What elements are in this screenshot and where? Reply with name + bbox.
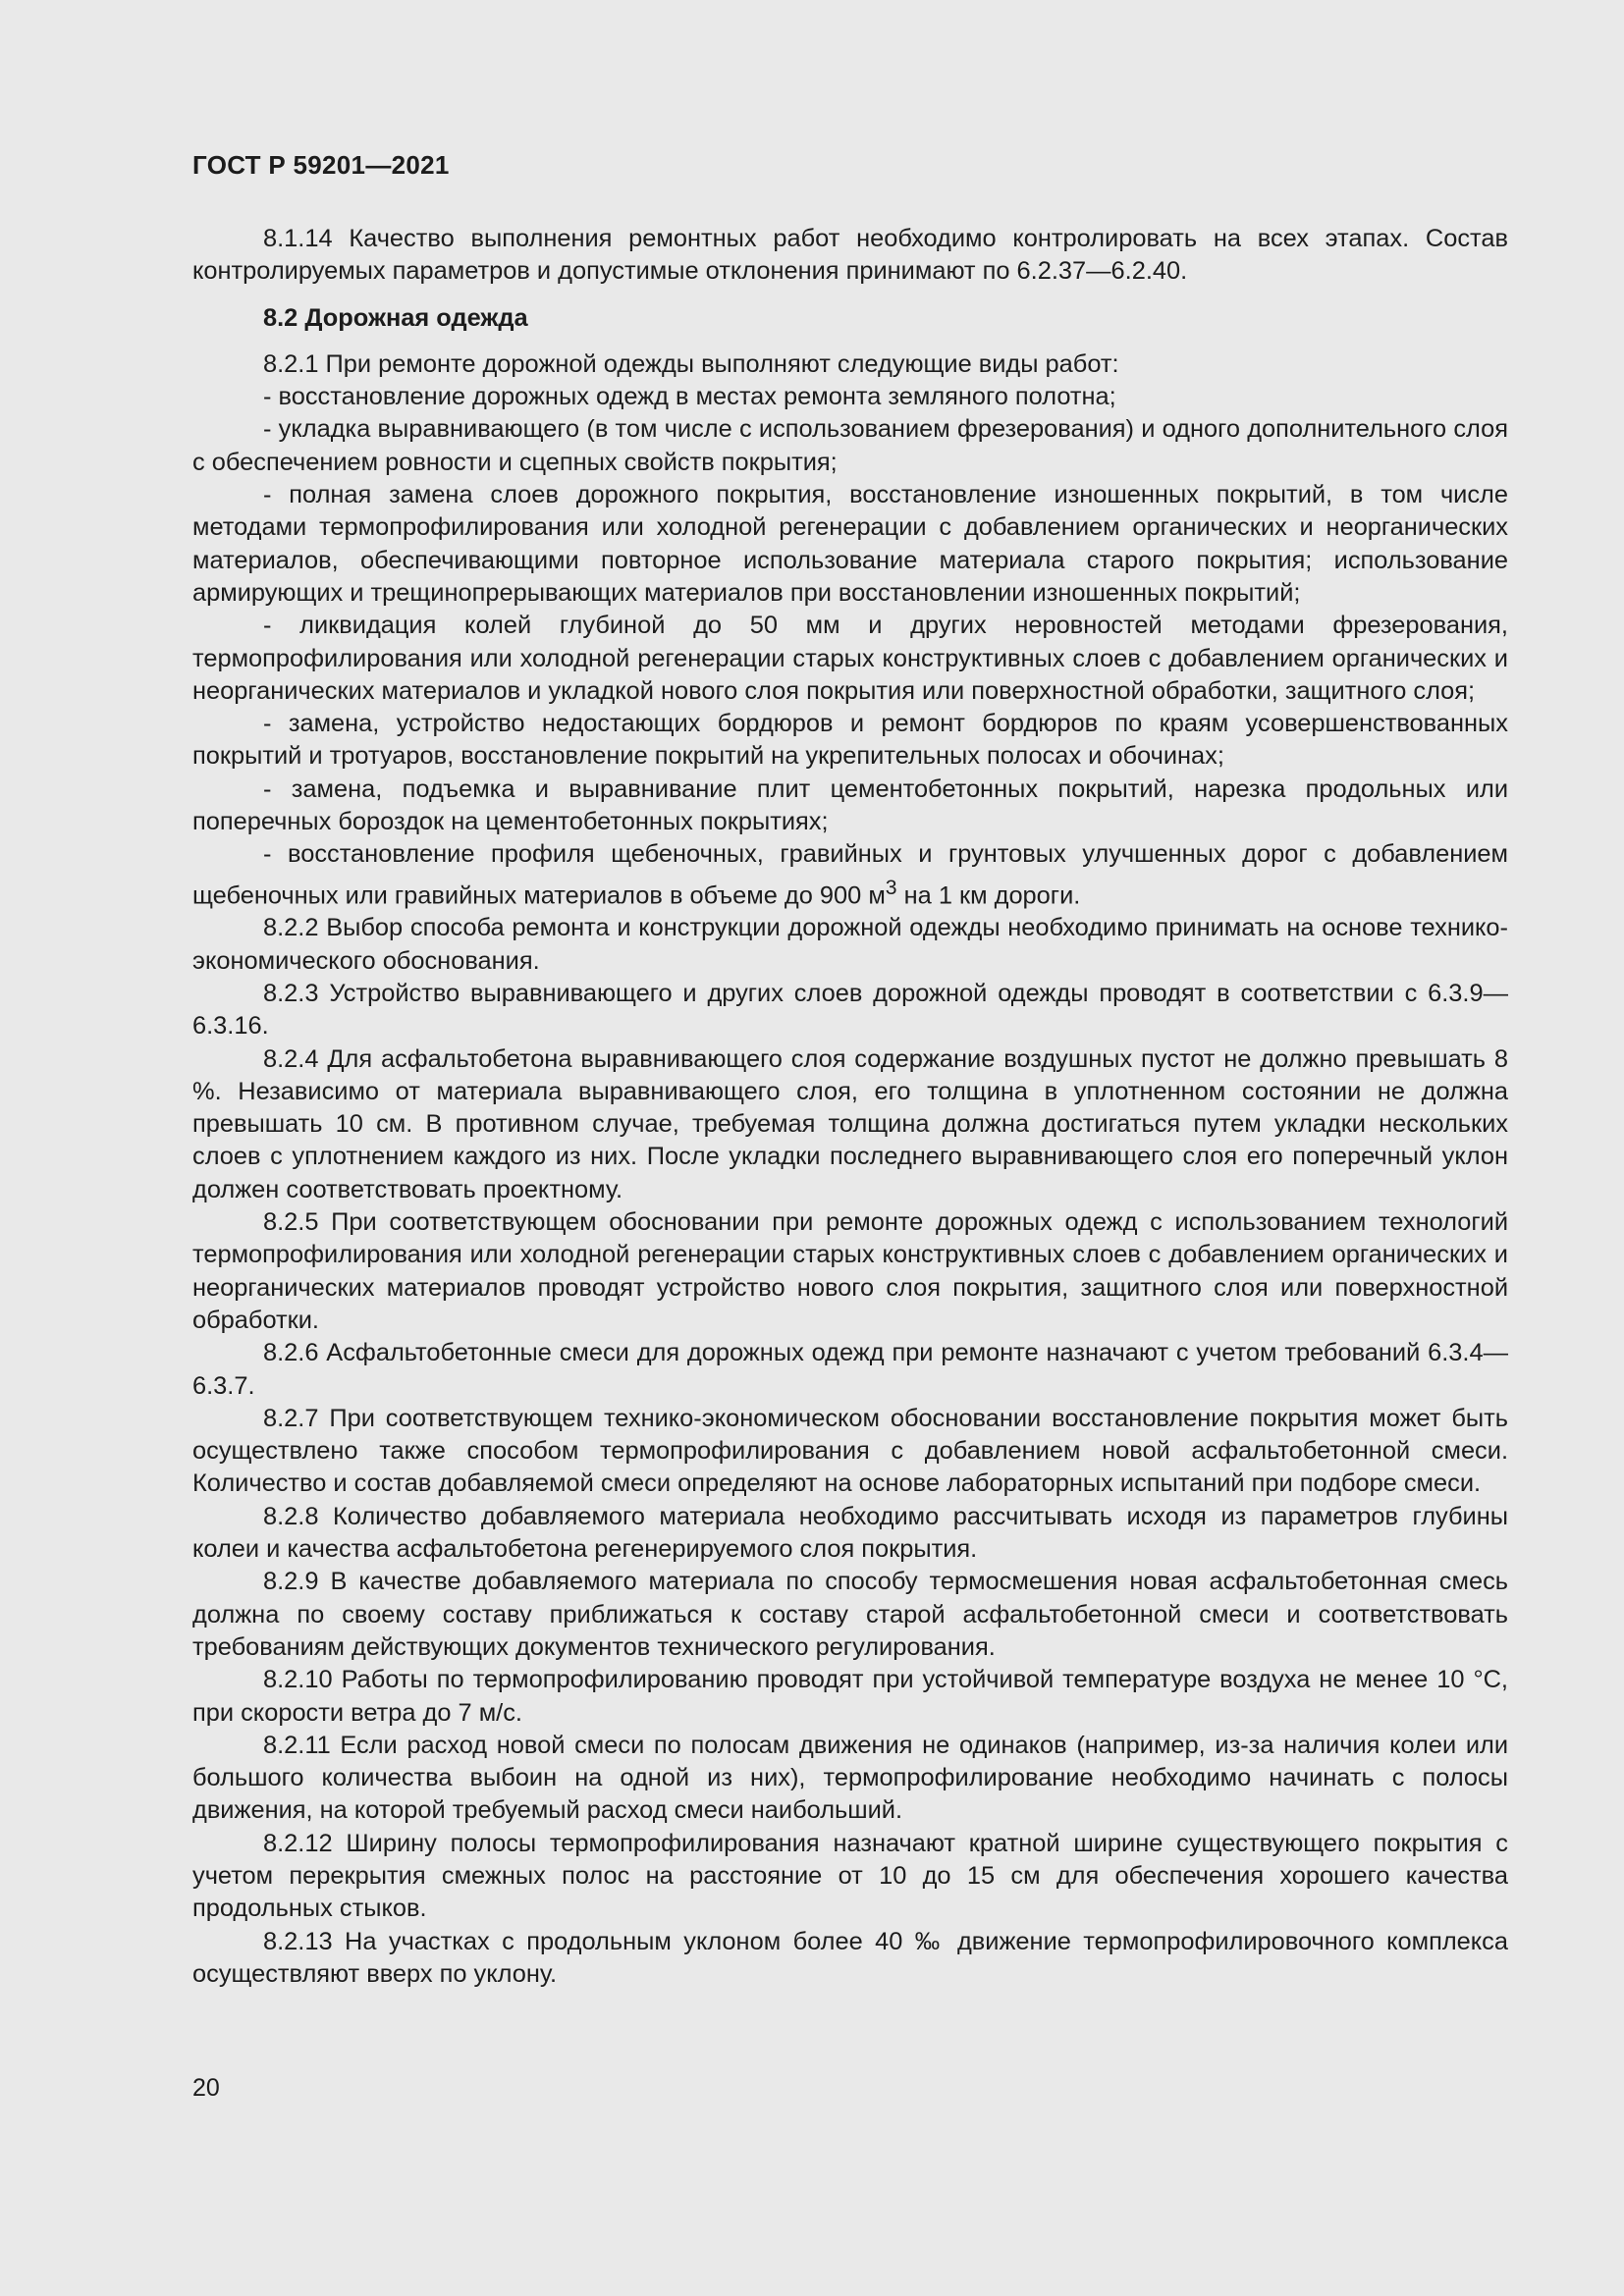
list-item-work-3: - полная замена слоев дорожного покрытия, восстановление изношенных покрытий, в том числе методами термопрофилирования или холодной регенерации с добавлением органических и неорганических материалов, обеспечивающими повторное использование материала старого покрытия; использование армирующих и трещинопрерывающих материалов при восстановлении изношенных покрытий; xyxy=(192,481,1508,607)
list-item-work-6: - замена, подъемка и выравнивание плит цементобетонных покрытий, нарезка продольных или поперечных бороздок на цементобетонных покрытиях; xyxy=(192,774,1508,836)
paragraph-8-2-2: 8.2.2 Выбор способа ремонта и конструкции дорожной одежды необходимо принимать на основе технико-экономического обоснования. xyxy=(192,914,1508,975)
paragraph-8-2-4: 8.2.4 Для асфальтобетона выравнивающего слоя содержание воздушных пустот не должно превышать 8 %. Независимо от материала выравнивающего слоя, его толщина в уплотненном состоянии не должна превышать 10 см. В противном случае, требуемая толщина должна достигаться путем укладки нескольких слоев с уплотнением каждого из них. После укладки последнего выравнивающего слоя его поперечный уклон должен соответствовать проектному. xyxy=(192,1044,1508,1203)
list-item-work-4: - ликвидация колей глубиной до 50 мм и других неровностей методами фрезерования, термопрофилирования или холодной регенерации старых конструктивных слоев с добавлением органических и неорганических материалов и укладкой нового слоя покрытия или поверхностной обработки, защитного слоя; xyxy=(192,612,1508,705)
list-item-work-5: - замена, устройство недостающих бордюров и ремонт бордюров по краям усовершенствованных покрытий и тротуаров, восстановление покрытий на укрепительных полосах и обочинах; xyxy=(192,710,1508,771)
paragraph-8-2-12: 8.2.12 Ширину полосы термопрофилирования назначают кратной ширине существующего покрытия с учетом перекрытия смежных полос на расстояние от 10 до 15 см для обеспечения хорошего качества продольных стыков. xyxy=(192,1829,1508,1923)
paragraph-8-2-8: 8.2.8 Количество добавляемого материала необходимо рассчитывать исходя из параметров глубины колеи и качества асфальтобетона регенерируемого слоя покрытия. xyxy=(192,1502,1508,1564)
cubic-superscript: 3 xyxy=(885,876,897,899)
paragraph-8-1-14: 8.1.14 Качество выполнения ремонтных работ необходимо контролировать на всех этапах. Состав контролируемых параметров и допустимые отклонения принимают по 6.2.37—6.2.40. xyxy=(192,225,1508,286)
list-item-work-7 xyxy=(192,838,1508,912)
paragraph-8-2-7: 8.2.7 При соответствующем технико-экономическом обосновании восстановление покрытия может быть осуществлено также способом термопрофилирования с добавлением новой асфальтобетонной смеси. Количество и состав добавляемой смеси определяют на основе лабораторных испытаний при подборе смеси. xyxy=(192,1404,1508,1498)
paragraph-8-2-9: 8.2.9 В качестве добавляемого материала по способу термосмешения новая асфальтобетонная смесь должна по своему составу приближаться к составу старой асфальтобетонной смеси и соответствовать требованиям действующих документов технического регулирования. xyxy=(192,1568,1508,1661)
list-item-work-7-text: - восстановление профиля щебеночных, гравийных и грунтовых улучшенных дорог с добавлением щебеночных или гравийных материалов в объеме до 900 м xyxy=(192,840,1508,910)
paragraph-8-2-5: 8.2.5 При соответствующем обосновании при ремонте дорожных одежд с использованием технологий термопрофилирования или холодной регенерации старых конструктивных слоев с добавлением органических и неорганических материалов проводят устройство нового слоя покрытия, защитного слоя или поверхностной обработки. xyxy=(192,1208,1508,1334)
document-body xyxy=(192,223,1508,1991)
paragraph-8-2-1: 8.2.1 При ремонте дорожной одежды выполняют следующие виды работ: xyxy=(263,349,1119,378)
paragraph-8-2-11: 8.2.11 Если расход новой смеси по полосам движения не одинаков (например, из-за наличия колеи или большого количества выбоин на одной из них), термопрофилирование необходимо начинать с полосы движения, на которой требуемый расход смеси наибольший. xyxy=(192,1731,1508,1825)
document-code-header: ГОСТ Р 59201—2021 xyxy=(192,150,450,180)
section-heading-8-2: 8.2 Дорожная одежда xyxy=(263,303,528,332)
list-item-work-1: - восстановление дорожных одежд в местах ремонта земляного полотна; xyxy=(263,383,1116,411)
paragraph-8-2-6: 8.2.6 Асфальтобетонные смеси для дорожных одежд при ремонте назначают с учетом требований 6.3.4—6.3.7. xyxy=(192,1339,1508,1400)
list-item-work-7-tail: на 1 км дороги. xyxy=(896,881,1081,910)
paragraph-8-2-3: 8.2.3 Устройство выравнивающего и других слоев дорожной одежды проводят в соответствии с 6.3.9—6.3.16. xyxy=(192,980,1508,1041)
page-number: 20 xyxy=(192,2074,220,2102)
paragraph-8-2-13: 8.2.13 На участках с продольным уклоном более 40 ‰ движение термопрофилировочного комплекса осуществляют вверх по уклону. xyxy=(192,1927,1508,1988)
paragraph-8-2-10: 8.2.10 Работы по термопрофилированию проводят при устойчивой температуре воздуха не менее 10 °С, при скорости ветра до 7 м/с. xyxy=(192,1666,1508,1727)
list-item-work-2: - укладка выравнивающего (в том числе с использованием фрезерования) и одного дополнительного слоя с обеспечением ровности и сцепных свойств покрытия; xyxy=(192,415,1508,476)
